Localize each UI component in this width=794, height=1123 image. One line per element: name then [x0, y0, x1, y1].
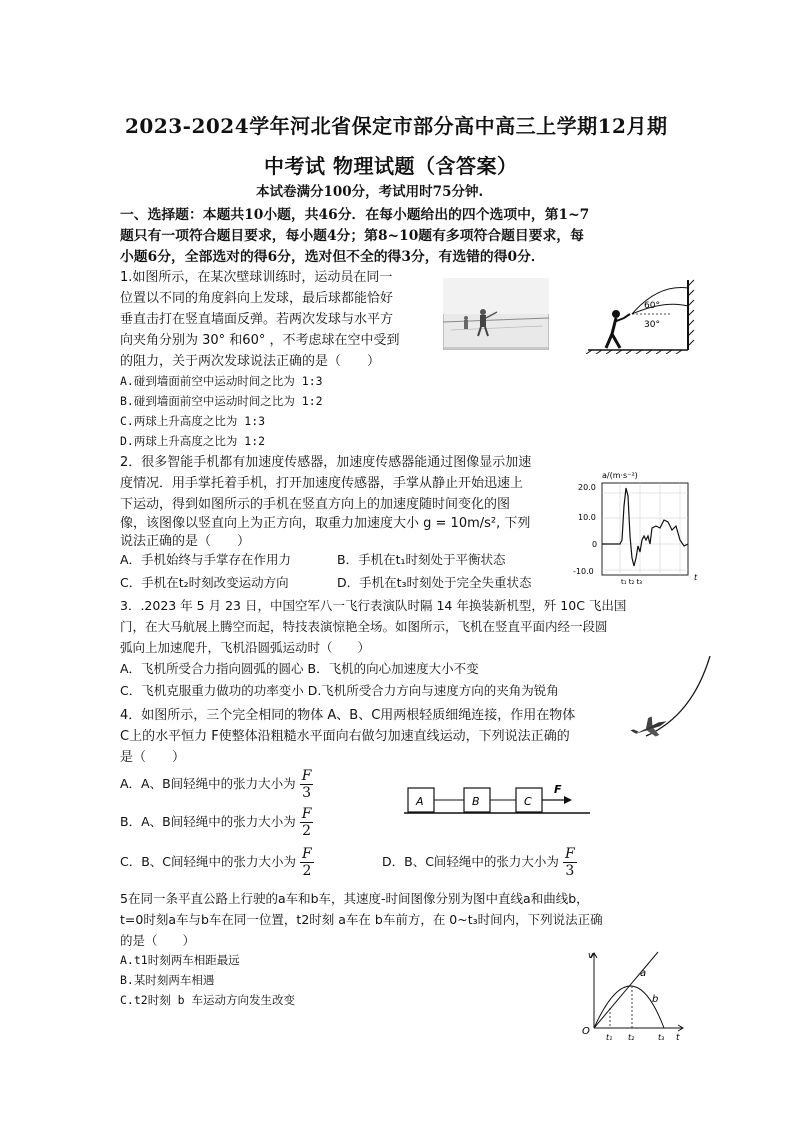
- q2-stem-line: 下运动，得到如图所示的手机在竖直方向上的加速度随时间变化的图: [120, 497, 511, 512]
- q5-stem-line: t=0时刻a车与b车在同一位置，t2时刻 a车在 b车前方，在 0~t₃时间内，下列说法正确: [120, 912, 603, 927]
- t2-label: t₂: [628, 1033, 635, 1042]
- fraction-numerator: F: [302, 846, 312, 862]
- q4-stem-line: C上的水平恒力 F使整体沿粗糙水平面向右做匀加速直线运动，下列说法正确的: [120, 729, 570, 744]
- t1-label: t₁: [606, 1033, 613, 1042]
- q4-option-d-text: D．B、C间轻绳中的张力大小为: [382, 854, 559, 869]
- fraction-numerator: F: [301, 806, 312, 822]
- acceleration-time-chart: [570, 466, 702, 588]
- tick-label-20: 20.0: [578, 483, 596, 492]
- q5-stem-line: 的是（ ）: [120, 933, 196, 948]
- fraction-denominator: 3: [302, 785, 311, 801]
- fraction-numerator: F: [564, 846, 575, 862]
- q3-stem-line: 弧向上加速爬升，飞机沿圆弧运动时（ ）: [120, 640, 371, 655]
- angle-label-60: 60°: [644, 301, 660, 311]
- q4-option-c-text: C．B、C间轻绳中的张力大小为: [120, 854, 297, 869]
- q4-option-d: [382, 846, 577, 879]
- q3-options-cd: C．飞机克服重力做功的功率变小 D.飞机所受合力方向与速度方向的夹角为锐角: [120, 683, 559, 698]
- acceleration-series-line: [602, 488, 688, 566]
- q1-stem-line: 垂直击打在竖直墙面反弹。若两次发球与水平方: [120, 312, 394, 327]
- q4-stem-line: 4．如图所示，三个完全相同的物体 A、B、C用两根轻质细绳连接，作用在物体: [120, 708, 576, 723]
- section-instructions-line2: 题只有一项符合题目要求，每小题4分；第8~10题有多项符合题目要求，每: [120, 228, 584, 244]
- curve-b: [594, 986, 664, 1028]
- angle-label-30: 30°: [644, 320, 660, 330]
- curve-b-label: b: [652, 994, 659, 1005]
- q3-stem-line: 门，在大马航展上腾空而起，特技表演惊艳全场。如图所示，飞机在竖直平面内经一段圆: [120, 619, 608, 634]
- exam-note: 本试卷满分100分，考试用时75分钟.: [256, 184, 484, 200]
- section-instructions-line1: 一、选择题：本题共10小题，共46分．在每小题给出的四个选项中，第1~7: [120, 207, 590, 223]
- document-title-line1: 2023-2024学年河北省保定市部分高中高三上学期12月期: [125, 114, 668, 138]
- block-a-label: A: [416, 795, 424, 808]
- force-label: F: [554, 783, 562, 796]
- tick-label-0: 0: [592, 540, 598, 549]
- fraction-denominator: 2: [302, 863, 312, 879]
- q1-stem-line: 向夹角分别为 30° 和60° ，不考虑球在空中受到: [120, 333, 400, 348]
- fighter-jet-icon: [630, 712, 670, 744]
- q4-option-a: [120, 768, 313, 801]
- fighter-jet-arc-figure: [630, 652, 716, 748]
- q2-stem-line: 说法正确的是（ ）: [120, 534, 251, 549]
- squash-training-photo: [443, 278, 549, 350]
- q2-stem-line: 2．很多智能手机都有加速度传感器，加速度传感器能通过图像显示加速: [120, 455, 532, 470]
- q5-option-a: A.t1时刻两车相距最远: [120, 953, 240, 967]
- q1-stem-line: 的阻力，关于两次发球说法正确的是（ ）: [120, 354, 381, 369]
- section-instructions-line3: 小题6分，全部选对的得6分，选对但不全的得3分，有选错的得0分．: [120, 249, 545, 265]
- q2-option-b: B．手机在t₁时刻处于平衡状态: [337, 552, 506, 567]
- q1-option-d: D.两球上升高度之比为 1:2: [120, 434, 266, 448]
- block-b-label: B: [472, 795, 480, 808]
- tick-label-10: 10.0: [578, 513, 596, 522]
- fraction-f-over-2: [300, 846, 314, 879]
- q1-option-c: C.两球上升高度之比为 1:3: [120, 414, 266, 428]
- q2-option-d: D．手机在t₃时刻处于完全失重状态: [337, 575, 532, 590]
- q3-stem-line: 3．.2023 年 5 月 23 日，中国空军八一飞行表演队时隔 14 年换装新机型，歼 10C 飞出国: [120, 598, 627, 613]
- fraction-f-over-3: [300, 768, 314, 801]
- t-axis-label: t: [676, 1033, 680, 1042]
- chart-ylabel: a/(m·s⁻²): [602, 471, 638, 480]
- q3-options-ab: A．飞机所受合力指向圆弧的圆心 B．飞机的向心加速度大小不变: [120, 661, 479, 676]
- q4-option-b: [120, 806, 313, 839]
- three-blocks-diagram: [404, 780, 590, 822]
- q5-option-b: B.某时刻两车相遇: [120, 973, 215, 987]
- q4-option-b-text: B．A、B间轻绳中的张力大小为: [120, 814, 296, 829]
- document-title-line2: 中考试 物理试题（含答案）: [264, 154, 518, 178]
- tick-label-neg10: -10.0: [573, 567, 594, 576]
- fraction-denominator: 3: [565, 863, 575, 879]
- q2-stem-line: 像，该图像以竖直向上为正方向，取重力加速度大小 g = 10m/s², 下列: [120, 516, 531, 531]
- velocity-time-graph: [578, 950, 688, 1042]
- fraction-denominator: 2: [302, 823, 312, 839]
- q1-option-a: A.碰到墙面前空中运动时间之比为 1:3: [120, 374, 323, 388]
- q2-option-c: C．手机在t₂时刻改变运动方向: [120, 575, 289, 590]
- fraction-f-over-3: [563, 846, 577, 879]
- q2-stem-line: 度情况．用手掌托着手机，打开加速度传感器，手掌从静止开始迅速上: [120, 476, 524, 491]
- chart-xlabel: t: [694, 573, 698, 582]
- q1-option-b: B.碰到墙面前空中运动时间之比为 1:2: [120, 394, 323, 408]
- fraction-numerator: F: [301, 768, 312, 784]
- q1-launch-diagram: [580, 278, 700, 354]
- q4-option-c: [120, 846, 314, 879]
- fraction-f-over-2: [300, 806, 314, 839]
- q5-option-c: C.t2时刻 b 车运动方向发生改变: [120, 993, 295, 1007]
- line-a-label: a: [640, 968, 647, 979]
- q2-option-a: A．手机始终与手掌存在作用力: [120, 552, 292, 567]
- q5-stem-line: 5在同一条平直公路上行驶的a车和b车，其速度-时间图像分别为图中直线a和曲线b，: [120, 891, 589, 906]
- v-axis-label: v: [588, 951, 594, 961]
- chart-time-labels: t₁ t₂ t₃: [621, 578, 643, 586]
- line-a: [594, 952, 658, 1028]
- t3-label: t₃: [658, 1033, 665, 1042]
- q1-stem-line: 1.如图所示，在某次壁球训练时，运动员在同一: [120, 270, 393, 285]
- q4-stem-line: 是（ ）: [120, 750, 186, 765]
- q1-stem-line: 位置以不同的角度斜向上发球，最后球都能恰好: [120, 291, 394, 306]
- q4-option-a-text: A．A、B间轻绳中的张力大小为: [120, 776, 296, 791]
- origin-label: O: [582, 1026, 590, 1037]
- block-c-label: C: [524, 795, 532, 808]
